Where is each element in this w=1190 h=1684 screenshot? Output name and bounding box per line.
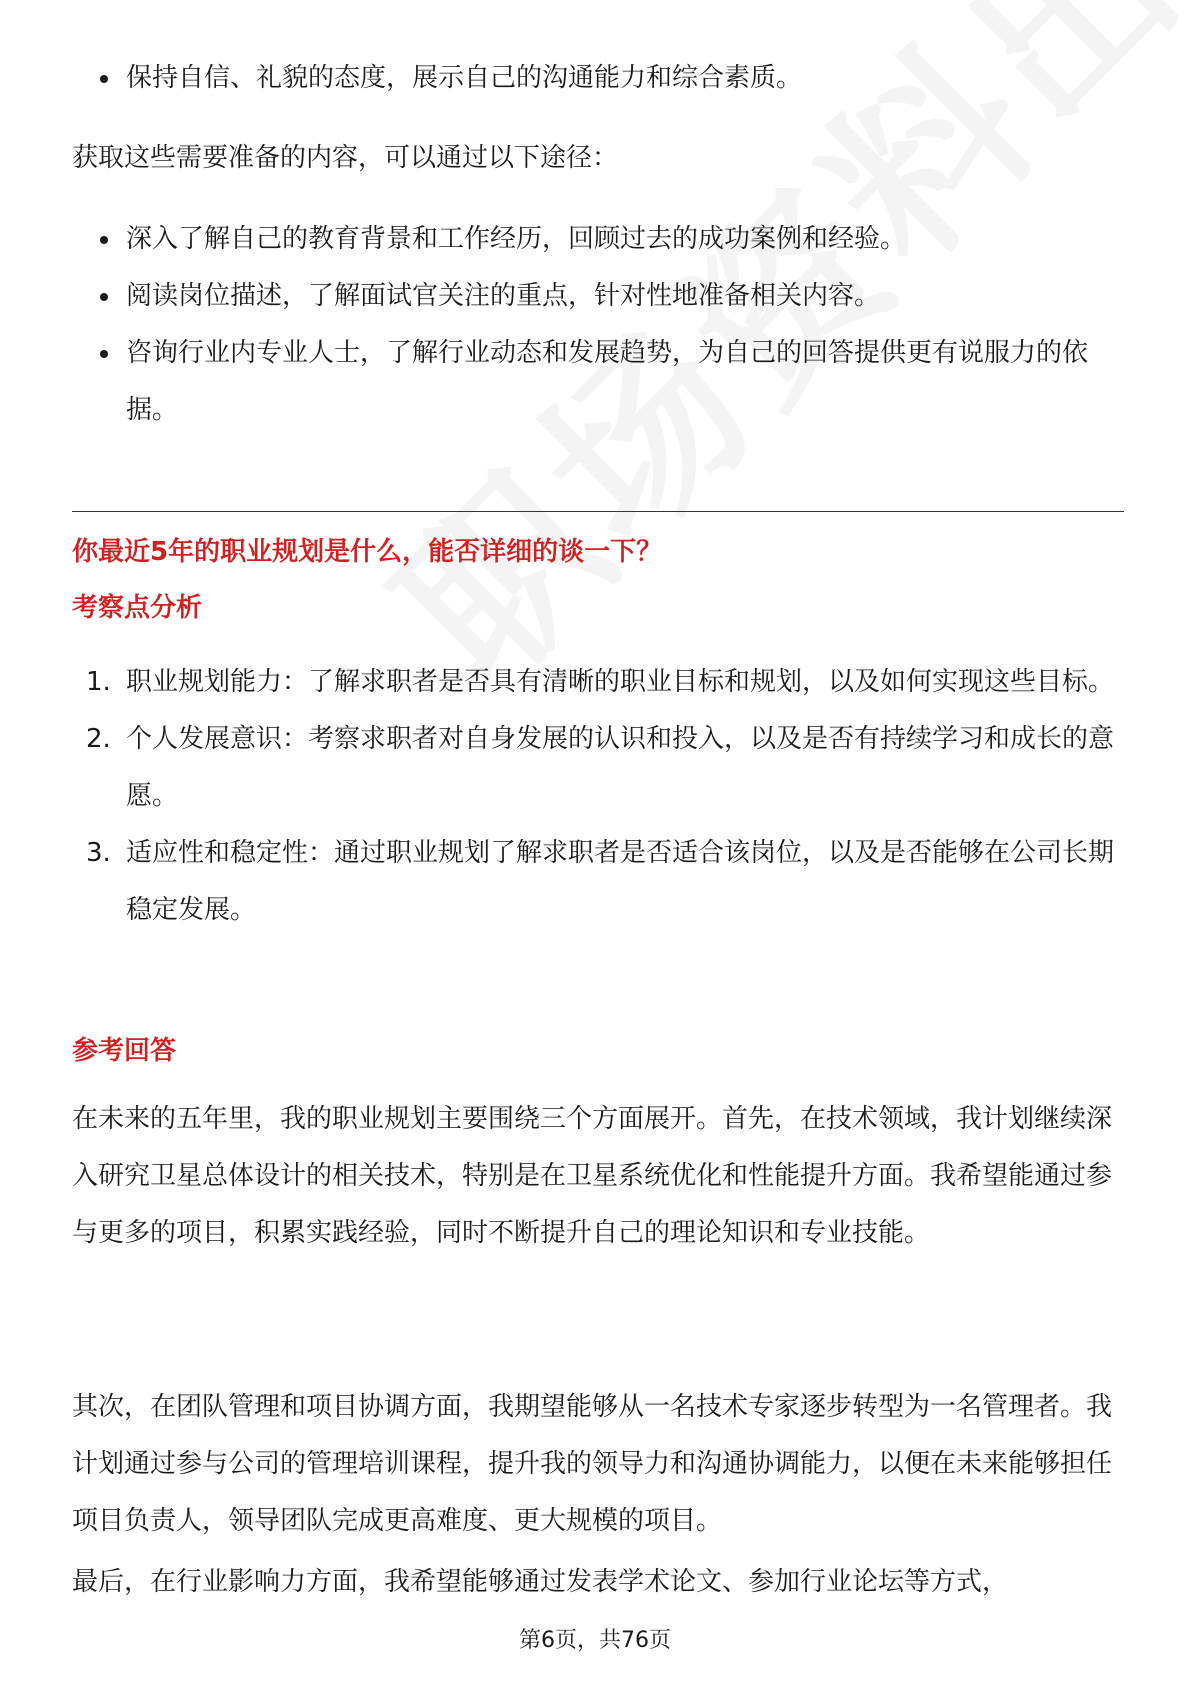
list-item bbox=[72, 711, 1122, 825]
list-item-text: 保持自信、礼貌的态度，展示自己的沟通能力和综合素质。 bbox=[126, 63, 803, 93]
list-item-text: 适应性和稳定性：通过职业规划了解求职者是否适合该岗位，以及是否能够在公司长期稳定发展。 bbox=[126, 838, 1115, 925]
bullet-icon bbox=[100, 75, 108, 83]
preparation-intro: 获取这些需要准备的内容，可以通过以下途径： bbox=[72, 143, 619, 173]
preparation-bullet-list bbox=[72, 211, 1122, 439]
list-item-text: 阅读岗位描述，了解面试官关注的重点，针对性地准备相关内容。 bbox=[126, 281, 881, 311]
list-item bbox=[72, 325, 1122, 439]
list-item bbox=[72, 50, 1122, 107]
bullet-icon bbox=[100, 350, 108, 358]
list-item bbox=[72, 268, 1122, 325]
list-item bbox=[72, 825, 1122, 939]
list-item-text: 职业规划能力：了解求职者是否具有清晰的职业目标和规划，以及如何实现这些目标。 bbox=[126, 667, 1115, 697]
page-number: 第6页，共76页 bbox=[519, 1628, 671, 1653]
list-item bbox=[72, 654, 1122, 711]
analysis-list bbox=[72, 654, 1122, 939]
question-title: 你最近5年的职业规划是什么，能否详细的谈一下？ bbox=[72, 537, 663, 567]
list-item-text: 咨询行业内专业人士，了解行业动态和发展趋势，为自己的回答提供更有说服力的依据。 bbox=[126, 338, 1089, 425]
answer-paragraph: 最后，在行业影响力方面，我希望能够通过发表学术论文、参加行业论坛等方式， bbox=[72, 1567, 1009, 1597]
bullet-icon bbox=[100, 236, 108, 244]
list-number: 2. bbox=[86, 724, 111, 754]
answer-paragraph: 其次，在团队管理和项目协调方面，我期望能够从一名技术专家逐步转型为一名管理者。我计划通过参与公司的管理培训课程，提升我的领导力和沟通协调能力，以便在未来能够担任项目负责人，领导团队完成更高难度、更大规模的项目。 bbox=[72, 1392, 1113, 1536]
list-item bbox=[72, 211, 1122, 268]
answer-paragraph: 在未来的五年里，我的职业规划主要围绕三个方面展开。首先，在技术领域，我计划继续深入研究卫星总体设计的相关技术，特别是在卫星系统优化和性能提升方面。我希望能通过参与更多的项目，积累实践经验，同时不断提升自己的理论知识和专业技能。 bbox=[72, 1104, 1113, 1248]
section-divider bbox=[72, 511, 1124, 512]
list-item-text: 个人发展意识：考察求职者对自身发展的认识和投入，以及是否有持续学习和成长的意愿。 bbox=[126, 724, 1115, 811]
bullet-icon bbox=[100, 293, 108, 301]
previous-bullet-list bbox=[72, 50, 1122, 107]
list-number: 1. bbox=[86, 667, 111, 697]
answer-heading: 参考回答 bbox=[72, 1036, 177, 1066]
list-item-text: 深入了解自己的教育背景和工作经历，回顾过去的成功案例和经验。 bbox=[126, 224, 907, 254]
analysis-heading: 考察点分析 bbox=[72, 593, 203, 623]
list-number: 3. bbox=[86, 838, 111, 868]
